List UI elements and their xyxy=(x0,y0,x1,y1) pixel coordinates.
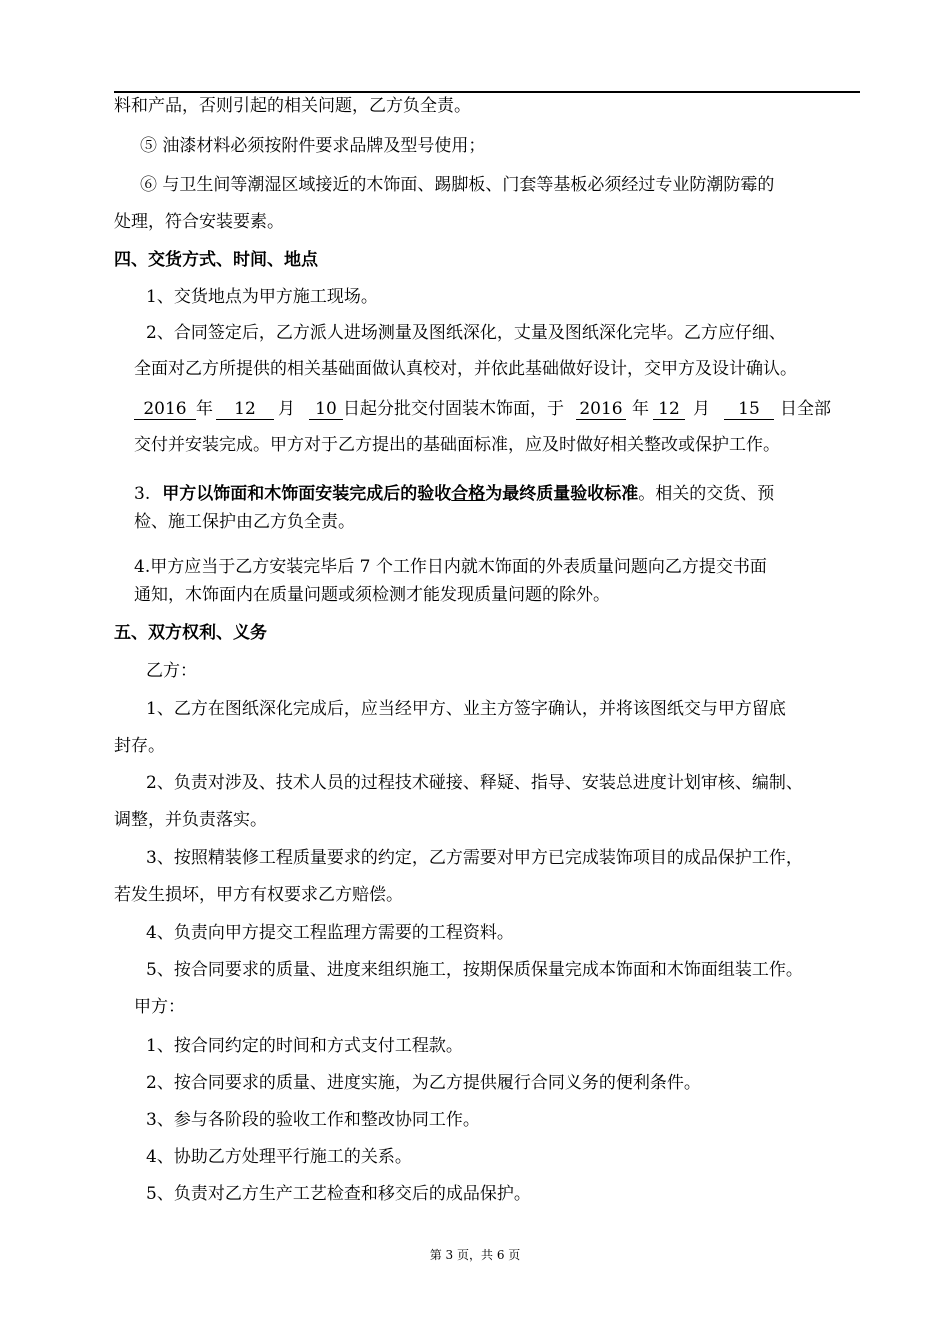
schedule-line xyxy=(134,397,831,421)
month-label: 月 xyxy=(278,399,295,419)
text-line: 处理，符合安装要素。 xyxy=(114,212,284,232)
year-label: 年 xyxy=(196,399,213,419)
text-line: ⑤ 油漆材料必须按附件要求品牌及型号使用； xyxy=(140,136,486,156)
text-line: 检、施工保护由乙方负全责。 xyxy=(134,512,355,532)
start-month-field: 12 xyxy=(216,399,274,420)
party-a-label: 甲方： xyxy=(134,997,185,1017)
page-footer: 第 3 页，共 6 页 xyxy=(429,1248,521,1262)
clause-3-number: 3. xyxy=(134,484,151,504)
schedule-tail-text: 日全部 xyxy=(780,399,831,419)
text-line: 全面对乙方所提供的相关基础面做认真校对，并依此基础做好设计，交甲方及设计确认。 xyxy=(134,359,797,379)
end-year-label: 年 xyxy=(632,399,649,419)
clause-3-bold-a: 甲方以饰面和木饰面安装完成后的验收 xyxy=(162,484,452,504)
text-line: 若发生损坏，甲方有权要求乙方赔偿。 xyxy=(114,885,403,905)
clause-3-rest: 。相关的交货、预 xyxy=(638,484,775,504)
text-line: ⑥ 与卫生间等潮湿区域接近的木饰面、踢脚板、门套等基板必须经过专业防潮防霉的 xyxy=(140,175,775,195)
end-year-field: 2016 xyxy=(576,399,626,420)
text-line: 1、交货地点为甲方施工现场。 xyxy=(146,287,378,307)
text-line: 5、负责对乙方生产工艺检查和移交后的成品保护。 xyxy=(146,1184,531,1204)
text-line: 料和产品，否则引起的相关问题，乙方负全责。 xyxy=(114,96,471,116)
header-rule xyxy=(114,91,860,93)
text-line: 2、按合同要求的质量、进度实施，为乙方提供履行合同义务的便利条件。 xyxy=(146,1073,701,1093)
text-line: 3、参与各阶段的验收工作和整改协同工作。 xyxy=(146,1110,480,1130)
start-year-field: 2016 xyxy=(134,399,196,420)
text-line: 通知，木饰面内在质量问题或须检测才能发现质量问题的除外。 xyxy=(134,585,610,605)
section-heading-rights: 五、双方权利、义务 xyxy=(114,623,267,643)
text-line: 封存。 xyxy=(114,736,165,756)
text-line: 交付并安装完成。甲方对于乙方提出的基础面标准，应及时做好相关整改或保护工作。 xyxy=(134,435,780,455)
party-b-label: 乙方： xyxy=(146,661,197,681)
text-line: 2、合同签定后，乙方派人进场测量及图纸深化，丈量及图纸深化完毕。乙方应仔细、 xyxy=(146,323,786,343)
clause-3-bold-underlined: 合格 xyxy=(451,484,486,504)
end-month-label: 月 xyxy=(693,399,710,419)
clause-3-line xyxy=(134,482,774,506)
text-line: 4.甲方应当于乙方安装完毕后 7 个工作日内就木饰面的外表质量问题向乙方提交书面 xyxy=(134,557,767,577)
clause-3-bold-b: 为最终质量验收标准 xyxy=(485,484,639,504)
end-month-field: 12 xyxy=(653,399,685,420)
schedule-mid-text: 日起分批交付固装木饰面，于 xyxy=(343,399,564,419)
text-line: 2、负责对涉及、技术人员的过程技术碰接、释疑、指导、安装总进度计划审核、编制、 xyxy=(146,773,803,793)
text-line: 5、按合同要求的质量、进度来组织施工，按期保质保量完成本饰面和木饰面组装工作。 xyxy=(146,960,803,980)
end-day-field: 15 xyxy=(724,399,774,420)
text-line: 3、按照精装修工程质量要求的约定，乙方需要对甲方已完成装饰项目的成品保护工作， xyxy=(146,848,803,868)
text-line: 4、协助乙方处理平行施工的关系。 xyxy=(146,1147,412,1167)
text-line: 1、乙方在图纸深化完成后，应当经甲方、业主方签字确认，并将该图纸交与甲方留底 xyxy=(146,699,786,719)
text-line: 1、按合同约定的时间和方式支付工程款。 xyxy=(146,1036,463,1056)
section-heading-delivery: 四、交货方式、时间、地点 xyxy=(114,250,318,270)
text-line: 调整，并负责落实。 xyxy=(114,810,267,830)
start-day-field: 10 xyxy=(309,399,343,420)
text-line: 4、负责向甲方提交工程监理方需要的工程资料。 xyxy=(146,923,514,943)
